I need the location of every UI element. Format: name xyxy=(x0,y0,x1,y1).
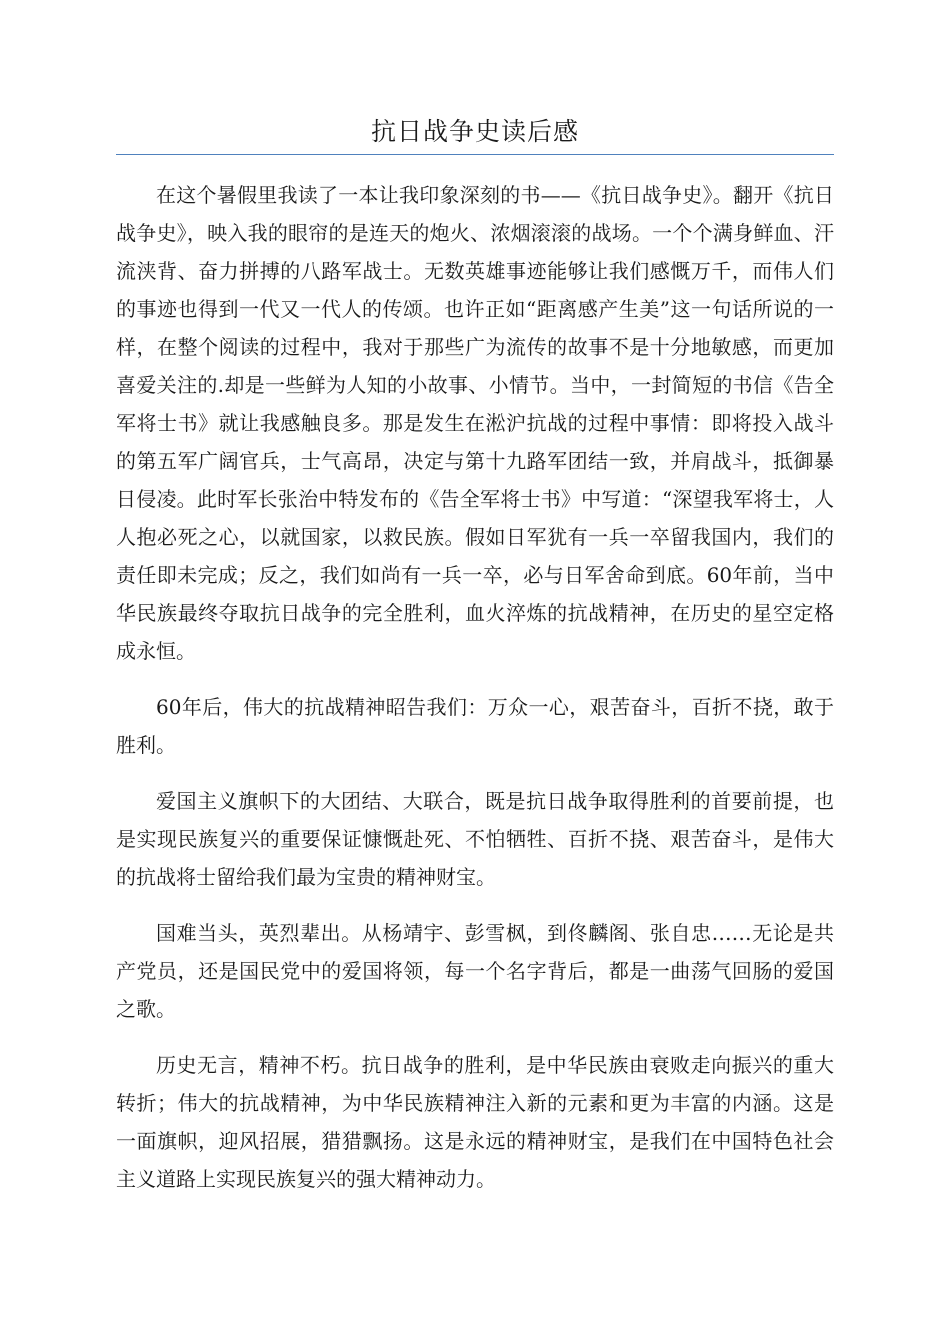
paragraph-3: 爱国主义旗帜下的大团结、大联合，既是抗日战争取得胜利的首要前提，也是实现民族复兴的重要保证慷慨赴死、不怕牺牲、百折不挠、艰苦奋斗，是伟大的抗战将士留给我们最为宝贵的精神财宝。 xyxy=(116,789,834,889)
document-body xyxy=(116,176,834,1216)
document-title: 抗日战争史读后感 xyxy=(370,117,579,146)
paragraph-1: 在这个暑假里我读了一本让我印象深刻的书——《抗日战争史》。翻开《抗日战争史》，映入我的眼帘的是连天的炮火、浓烟滚滚的战场。一个个满身鲜血、汗流浃背、奋力拼搏的八路军战士。无数英雄事迹能够让我们感慨万千，而伟人们的事迹也得到一代又一代人的传颂。也许正如“距离感产生美”这一句话所说的一样，在整个阅读的过程中，我对于那些广为流传的故事不是十分地敏感，而更加喜爱关注的.却是一些鲜为人知的小故事、小情节。当中，一封简短的书信《告全军将士书》就让我感触良多。那是发生在淞沪抗战的过程中事情：即将投入战斗的第五军广阔官兵，士气高昂，决定与第十九路军团结一致，并肩战斗，抵御暴日侵凌。此时军长张治中特发布的《告全军将士书》中写道：“深望我军将士，人人抱必死之心，以就国家，以救民族。假如日军犹有一兵一卒留我国内，我们的责任即未完成；反之，我们如尚有一兵一卒，必与日军舍命到底。60年前，当中华民族最终夺取抗日战争的完全胜利，血火淬炼的抗战精神，在历史的星空定格成永恒。 xyxy=(116,183,834,663)
title-underline xyxy=(116,154,834,155)
paragraph-4: 国难当头，英烈辈出。从杨靖宇、彭雪枫，到佟麟阁、张自忠……无论是共产党员，还是国民党中的爱国将领，每一个名字背后，都是一曲荡气回肠的爱国之歌。 xyxy=(116,921,834,1021)
paragraph-2: 60年后，伟大的抗战精神昭告我们：万众一心，艰苦奋斗，百折不挠，敢于胜利。 xyxy=(116,695,834,757)
paragraph-5: 历史无言，精神不朽。抗日战争的胜利，是中华民族由衰败走向振兴的重大转折；伟大的抗战精神，为中华民族精神注入新的元素和更为丰富的内涵。这是一面旗帜，迎风招展，猎猎飘扬。这是永远的精神财宝，是我们在中国特色社会主义道路上实现民族复兴的强大精神动力。 xyxy=(116,1053,834,1191)
